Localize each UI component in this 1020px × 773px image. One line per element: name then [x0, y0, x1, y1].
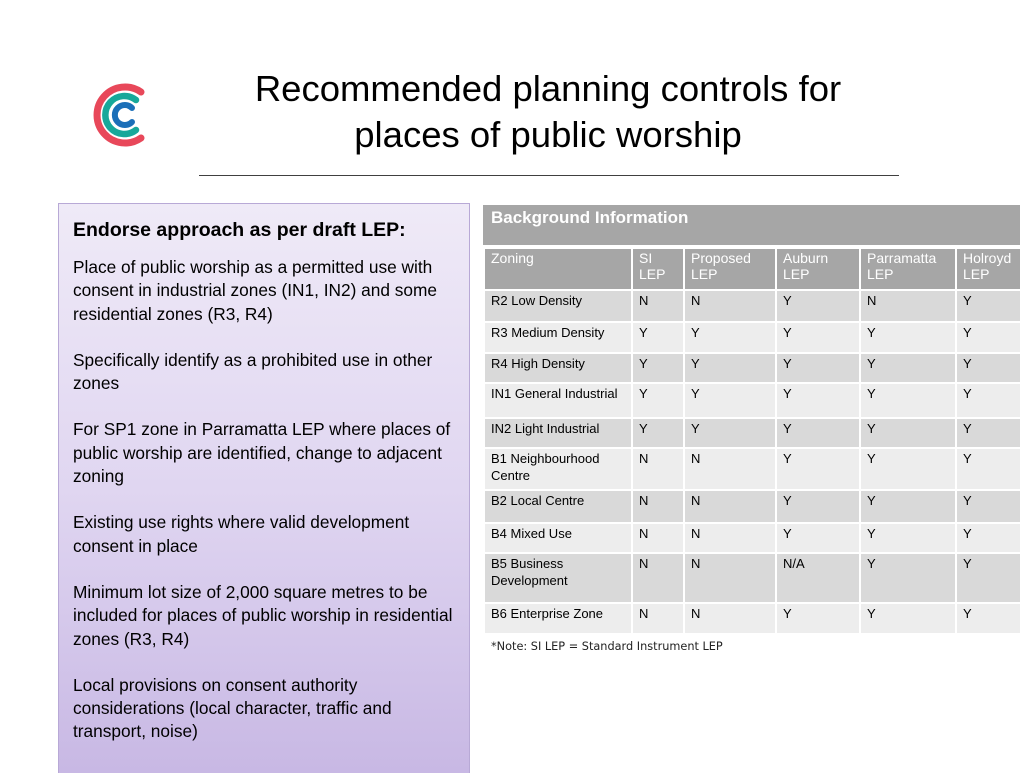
value-cell: Y [956, 490, 1020, 523]
value-cell: Y [860, 418, 956, 448]
zoning-cell: B2 Local Centre [484, 490, 632, 523]
table-row [484, 490, 1020, 523]
table-header-row [484, 248, 1020, 290]
value-cell: N [632, 290, 684, 322]
value-cell: N [684, 490, 776, 523]
value-cell: N [684, 553, 776, 603]
value-cell: Y [860, 322, 956, 353]
value-cell: Y [684, 353, 776, 383]
zoning-cell: IN1 General Industrial [484, 383, 632, 418]
value-cell: N [684, 603, 776, 634]
zoning-cell: IN2 Light Industrial [484, 418, 632, 448]
header-auburn-lep: Auburn LEP [776, 248, 860, 290]
value-cell: Y [632, 383, 684, 418]
header-proposed-lep: Proposed LEP [684, 248, 776, 290]
value-cell: N [632, 553, 684, 603]
table-row [484, 553, 1020, 603]
value-cell: N [684, 290, 776, 322]
table-row [484, 418, 1020, 448]
recommendation-panel [58, 203, 470, 773]
council-logo-icon [88, 82, 148, 148]
value-cell: Y [632, 418, 684, 448]
table-title: Background Information [483, 205, 1020, 245]
value-cell: Y [956, 322, 1020, 353]
table-row [484, 383, 1020, 418]
header-parramatta-lep: Parramatta LEP [860, 248, 956, 290]
recommendation-item: Local provisions on consent authority considerations (local character, traffic and transport, noise) [73, 674, 392, 742]
value-cell: Y [776, 418, 860, 448]
zoning-cell: R2 Low Density [484, 290, 632, 322]
slide-title [200, 66, 896, 158]
value-cell: Y [860, 553, 956, 603]
value-cell: Y [776, 523, 860, 553]
value-cell: Y [684, 383, 776, 418]
value-cell: N/A [776, 553, 860, 603]
value-cell: N [632, 448, 684, 490]
table-row [484, 603, 1020, 634]
value-cell: Y [684, 322, 776, 353]
value-cell: Y [860, 383, 956, 418]
table-row [484, 290, 1020, 322]
recommendation-item: Minimum lot size of 2,000 square metres to be included for places of public worship in residential zones (R3, R4) [73, 581, 453, 649]
value-cell: Y [860, 353, 956, 383]
value-cell: Y [860, 448, 956, 490]
value-cell: Y [956, 553, 1020, 603]
value-cell: N [632, 523, 684, 553]
recommendation-item: For SP1 zone in Parramatta LEP where places of public worship are identified, change to adjacent zoning [73, 419, 451, 487]
value-cell: Y [776, 322, 860, 353]
value-cell: Y [684, 418, 776, 448]
panel-heading: Endorse approach as per draft LEP: [73, 219, 406, 241]
value-cell: Y [776, 490, 860, 523]
value-cell: N [632, 603, 684, 634]
value-cell: N [860, 290, 956, 322]
recommendation-item: Place of public worship as a permitted use with consent in industrial zones (IN1, IN2) and some residential zones (R3, R4) [73, 257, 438, 324]
zoning-cell: B5 Business Development [484, 553, 632, 603]
value-cell: Y [860, 523, 956, 553]
table-row [484, 353, 1020, 383]
value-cell: Y [776, 603, 860, 634]
title-line-2: places of public worship [354, 114, 742, 155]
zoning-cell: R3 Medium Density [484, 322, 632, 353]
table-row [484, 448, 1020, 490]
zoning-cell: B1 Neighbourhood Centre [484, 448, 632, 490]
zoning-cell: B6 Enterprise Zone [484, 603, 632, 634]
value-cell: N [684, 523, 776, 553]
value-cell: Y [776, 448, 860, 490]
title-line-1: Recommended planning controls for [254, 68, 842, 109]
recommendation-item: Existing use rights where valid development consent in place [73, 512, 410, 556]
header-si-lep: SI LEP [632, 248, 684, 290]
value-cell: Y [956, 353, 1020, 383]
recommendation-item: Specifically identify as a prohibited use in other zones [73, 349, 433, 394]
value-cell: Y [956, 383, 1020, 418]
value-cell: Y [776, 290, 860, 322]
value-cell: N [684, 448, 776, 490]
value-cell: Y [776, 353, 860, 383]
title-divider [199, 175, 899, 176]
table-footnote: *Note: SI LEP = Standard Instrument LEP [491, 640, 723, 653]
value-cell: Y [956, 418, 1020, 448]
table-row [484, 322, 1020, 353]
background-info-table-section [483, 205, 1020, 635]
zoning-cell: R4 High Density [484, 353, 632, 383]
zoning-table [483, 247, 1020, 635]
value-cell: Y [956, 603, 1020, 634]
table-row [484, 523, 1020, 553]
value-cell: N [632, 490, 684, 523]
value-cell: Y [860, 490, 956, 523]
header-zoning: Zoning [484, 248, 632, 290]
value-cell: Y [860, 603, 956, 634]
value-cell: Y [956, 448, 1020, 490]
header-holroyd-lep: Holroyd LEP [956, 248, 1020, 290]
value-cell: Y [956, 523, 1020, 553]
value-cell: Y [956, 290, 1020, 322]
value-cell: Y [632, 322, 684, 353]
value-cell: Y [632, 353, 684, 383]
value-cell: Y [776, 383, 860, 418]
zoning-cell: B4 Mixed Use [484, 523, 632, 553]
